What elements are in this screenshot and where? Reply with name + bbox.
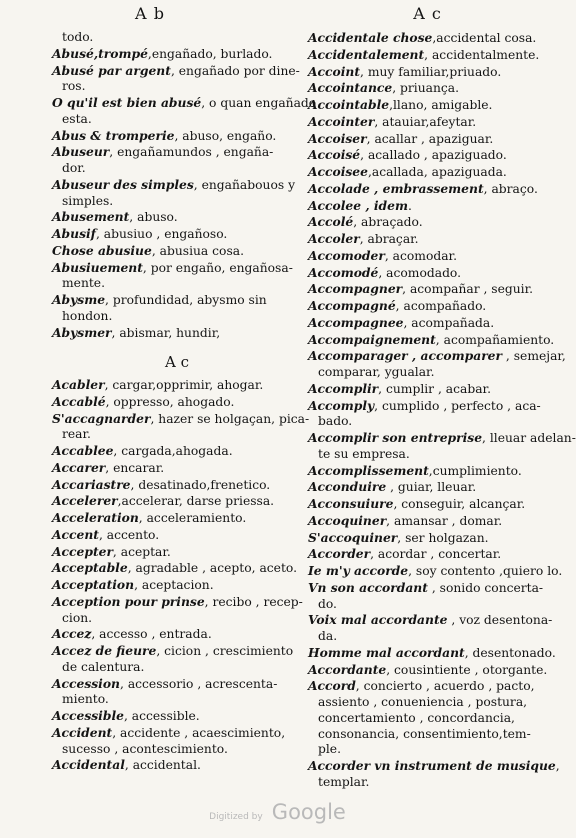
entry-headword: Accident bbox=[52, 724, 113, 740]
entry-headword: Acceleration bbox=[52, 510, 139, 525]
dictionary-entry bbox=[52, 460, 302, 477]
entry-definition: , accidente , acaescimiento, bbox=[112, 725, 286, 740]
entry-headword: Ie m'y accorde bbox=[308, 563, 409, 578]
entry-headword: Accord bbox=[308, 678, 356, 694]
entry-headword: Accointance bbox=[308, 80, 393, 96]
entry-definition: , acompañada. bbox=[403, 315, 495, 330]
entry-definition: de calentura. bbox=[62, 659, 145, 674]
dictionary-entry bbox=[308, 479, 532, 496]
dictionary-entry bbox=[52, 95, 317, 112]
dictionary-entry bbox=[308, 546, 532, 563]
entry-definition: , abraço. bbox=[483, 181, 538, 196]
dictionary-entry bbox=[308, 214, 532, 231]
entry-headword: Accoint bbox=[308, 63, 361, 79]
entry-headword: Accomplir son entreprise bbox=[308, 430, 483, 445]
dictionary-entry bbox=[52, 477, 302, 494]
dictionary-entry bbox=[52, 708, 302, 725]
dictionary-entry bbox=[308, 231, 532, 248]
entry-definition: , accessible. bbox=[123, 709, 200, 723]
entry-definition: mente. bbox=[62, 276, 105, 291]
entry-headword: Accorder vn instrument de musique bbox=[308, 758, 556, 773]
entry-continuation bbox=[52, 692, 302, 708]
entry-definition: , abraçado. bbox=[353, 215, 423, 230]
dictionary-entry bbox=[308, 758, 560, 775]
dictionary-entry bbox=[52, 626, 302, 643]
entry-headword: Homme mal accordant bbox=[308, 644, 465, 660]
entry-definition: , acceleramiento. bbox=[138, 511, 247, 525]
digitization-footer bbox=[0, 800, 555, 824]
entry-headword: Acceptable bbox=[52, 560, 128, 576]
entry-definition: , accessorio , acrescenta- bbox=[120, 676, 278, 691]
entry-continuation bbox=[308, 414, 532, 430]
entry-headword: Accolee , idem bbox=[308, 197, 408, 213]
entry-headword: Abysmer bbox=[52, 324, 112, 340]
entry-definition: ,cumplimiento. bbox=[428, 463, 522, 478]
entry-headword: Accomply bbox=[308, 397, 375, 413]
dictionary-entry bbox=[308, 265, 532, 282]
dictionary-entry bbox=[52, 493, 302, 510]
entry-definition: , abraçar. bbox=[359, 232, 419, 246]
entry-continuation bbox=[52, 194, 302, 210]
entry-definition: , acallado , apaziguado. bbox=[360, 148, 507, 163]
dictionary-entry bbox=[308, 97, 532, 114]
entry-headword: Abusiuement bbox=[52, 259, 143, 275]
entry-definition: , lleuar adelan- bbox=[482, 431, 576, 445]
entry-headword: Vn son accordant bbox=[308, 579, 428, 595]
entry-definition: , acompañamiento. bbox=[435, 332, 555, 347]
entry-definition: ,acallada, apaziguada. bbox=[367, 165, 507, 179]
entry-headword: Accoquiner bbox=[308, 512, 387, 528]
entry-definition: , accidental. bbox=[124, 758, 201, 773]
entry-definition: , acomodar. bbox=[384, 248, 457, 263]
entry-definition: , acomodado. bbox=[378, 265, 462, 280]
entry-definition: ,accidental cosa. bbox=[432, 31, 537, 45]
entry-definition: consonancia, consentimiento,tem- bbox=[318, 726, 531, 741]
google-logo: Google bbox=[271, 800, 346, 824]
section-heading: A c bbox=[164, 353, 189, 372]
entry-continuation bbox=[308, 727, 532, 743]
entry-definition: , ser holgazan. bbox=[397, 530, 489, 545]
entry-headword: Voix mal accordante bbox=[308, 612, 448, 628]
dictionary-entry bbox=[308, 114, 532, 131]
entry-definition: . bbox=[407, 198, 412, 213]
entry-headword: Accidentale chose bbox=[308, 30, 433, 45]
entry-definition: , encarar. bbox=[105, 460, 165, 475]
entry-headword: Accez de fieure bbox=[52, 643, 157, 658]
dictionary-entry bbox=[52, 725, 302, 742]
dictionary-entry bbox=[308, 513, 532, 530]
dictionary-entry bbox=[52, 560, 302, 577]
entry-headword: Abuseur bbox=[52, 144, 110, 160]
entry-definition: , cousintiente , otorgante. bbox=[386, 662, 548, 677]
entry-headword: Accession bbox=[52, 675, 120, 691]
dictionary-entry bbox=[52, 226, 302, 243]
dictionary-entry bbox=[308, 248, 532, 265]
entry-definition: , muy familiar,priuado. bbox=[360, 64, 502, 79]
entry-definition: , cumplir , acabar. bbox=[378, 381, 491, 396]
dictionary-entry bbox=[308, 381, 532, 398]
entry-headword: Abusif bbox=[52, 226, 96, 241]
dictionary-entry bbox=[308, 579, 544, 597]
entry-continuation bbox=[52, 660, 302, 676]
entry-definition: , amansar , domar. bbox=[386, 513, 503, 528]
entry-continuation bbox=[308, 629, 532, 645]
entry-headword: O qu'il est bien abusé bbox=[52, 95, 202, 110]
dictionary-entry bbox=[308, 397, 541, 415]
entry-headword: Accointable bbox=[308, 97, 390, 112]
dictionary-entry bbox=[308, 678, 535, 695]
dictionary-entry bbox=[308, 496, 532, 513]
entry-definition: , desatinado,frenetico. bbox=[130, 477, 271, 492]
entry-headword: Accointer bbox=[308, 113, 375, 129]
entry-definition: hondon. bbox=[62, 308, 113, 323]
entry-definition: , abuso, engaño. bbox=[174, 128, 277, 143]
dictionary-entry bbox=[52, 144, 302, 161]
dictionary-entry bbox=[52, 177, 302, 194]
entry-headword: Abus & tromperie bbox=[52, 127, 175, 143]
dictionary-entry bbox=[308, 30, 537, 47]
dictionary-entry bbox=[308, 131, 532, 148]
entry-headword: Abysme bbox=[52, 292, 106, 307]
entry-continuation bbox=[308, 365, 532, 381]
entry-headword: Accomplir bbox=[308, 380, 379, 396]
entry-definition: ,llano, amigable. bbox=[389, 98, 493, 112]
entry-definition: , engañabouos y bbox=[193, 177, 296, 192]
entry-headword: Accoiser bbox=[308, 130, 367, 146]
entry-headword: Accomparager , accomparer bbox=[308, 348, 502, 364]
entry-continuation bbox=[52, 742, 302, 758]
entry-continuation bbox=[308, 711, 532, 727]
entry-definition: todo. bbox=[62, 30, 94, 44]
dictionary-entry bbox=[52, 243, 302, 260]
entry-definition: , voz desentona- bbox=[447, 613, 553, 628]
entry-definition: , acompañar , seguir. bbox=[402, 282, 534, 297]
entry-headword: Accomplissement bbox=[308, 462, 429, 478]
right-column-header: A c bbox=[413, 4, 442, 23]
entry-definition: rear. bbox=[62, 427, 91, 442]
entry-definition: miento. bbox=[62, 692, 109, 707]
entry-headword: Accablé bbox=[52, 393, 106, 409]
entry-definition: do. bbox=[318, 596, 337, 611]
entry-definition: , abismar, hundir, bbox=[111, 325, 221, 340]
entry-headword: Accez bbox=[52, 626, 92, 642]
dictionary-entry bbox=[52, 577, 302, 594]
entry-headword: Accablee bbox=[52, 443, 114, 458]
dictionary-entry bbox=[52, 394, 302, 411]
entry-continuation bbox=[52, 112, 302, 128]
entry-definition: dor. bbox=[62, 161, 86, 175]
entry-continuation bbox=[52, 30, 302, 46]
entry-headword: Accoler bbox=[308, 231, 360, 246]
entry-definition: , conseguir, alcançar. bbox=[393, 497, 526, 511]
entry-definition: , accesso , entrada. bbox=[91, 627, 212, 642]
entry-definition: , cargar,opprimir, ahogar. bbox=[104, 378, 264, 392]
dictionary-entry bbox=[308, 530, 532, 547]
entry-definition: , desentonado. bbox=[464, 645, 556, 660]
entry-definition: , atauiar,afeytar. bbox=[374, 114, 477, 129]
dictionary-entry bbox=[52, 527, 302, 544]
entry-headword: Chose abusiue bbox=[52, 242, 152, 258]
dictionary-entry bbox=[308, 80, 532, 97]
dictionary-entry bbox=[308, 298, 532, 315]
dictionary-entry bbox=[308, 281, 532, 298]
dictionary-entry bbox=[52, 643, 302, 660]
entry-definition: , soy contento ,quiero lo. bbox=[408, 564, 563, 578]
dictionary-entry bbox=[308, 46, 540, 64]
dictionary-entry bbox=[308, 164, 532, 181]
entry-definition: , concierto , acuerdo , pacto, bbox=[355, 679, 535, 694]
entry-definition: , hazer se holgaçan, pica- bbox=[150, 411, 310, 426]
entry-continuation bbox=[52, 309, 302, 325]
entry-definition: , semejar, bbox=[502, 349, 566, 364]
entry-continuation bbox=[52, 79, 302, 95]
entry-definition: bado. bbox=[318, 414, 353, 429]
left-column bbox=[52, 30, 317, 774]
right-column bbox=[308, 30, 576, 791]
entry-continuation bbox=[308, 695, 532, 711]
entry-headword: Acconduire bbox=[308, 479, 387, 495]
entry-headword: S'accoquiner bbox=[308, 529, 398, 545]
entry-headword: Acconsuiure bbox=[308, 496, 394, 511]
entry-continuation bbox=[52, 161, 302, 177]
dictionary-entry bbox=[52, 63, 302, 80]
dictionary-entry bbox=[308, 147, 532, 164]
entry-continuation bbox=[52, 611, 302, 627]
entry-definition: , accento. bbox=[98, 527, 160, 542]
entry-definition: , recibo , recep- bbox=[204, 594, 303, 609]
entry-headword: Accarer bbox=[52, 459, 106, 475]
dictionary-entry bbox=[308, 315, 532, 332]
entry-definition: , acordar , concertar. bbox=[370, 547, 502, 562]
dictionary-entry bbox=[52, 377, 302, 394]
dictionary-entry bbox=[52, 292, 302, 309]
dictionary-entry bbox=[52, 676, 302, 693]
entry-definition: assiento , conueniencia , postura, bbox=[318, 695, 528, 709]
entry-definition: , cicion , crescimiento bbox=[156, 644, 294, 658]
dictionary-entry bbox=[52, 757, 302, 774]
entry-definition: ,accelerar, darse priessa. bbox=[117, 494, 275, 509]
entry-headword: Accidentalement bbox=[308, 46, 425, 62]
entry-definition: te su empresa. bbox=[318, 446, 410, 461]
dictionary-entry bbox=[52, 128, 302, 145]
entry-headword: Accompagné bbox=[308, 298, 396, 313]
entry-definition: concertamiento , concordancia, bbox=[318, 710, 515, 725]
entry-headword: Accariastre bbox=[52, 476, 131, 492]
entry-headword: Accolé bbox=[308, 214, 354, 230]
entry-definition: simples. bbox=[62, 193, 114, 208]
entry-headword: Abuseur des simples bbox=[52, 176, 194, 192]
entry-headword: S'accagnarder bbox=[52, 410, 151, 426]
dictionary-entry bbox=[52, 594, 302, 611]
entry-definition: , sonido concerta- bbox=[427, 580, 544, 595]
entry-definition: , aceptacion. bbox=[134, 578, 214, 592]
entry-headword: Accessible bbox=[52, 708, 124, 723]
entry-continuation bbox=[308, 447, 532, 463]
dictionary-entry bbox=[52, 260, 302, 277]
entry-headword: Accordante bbox=[308, 661, 387, 677]
dictionary-entry bbox=[308, 644, 556, 662]
entry-definition: , aceptar. bbox=[112, 544, 171, 559]
entry-definition: , cumplido , perfecto , aca- bbox=[374, 398, 541, 413]
dictionary-entry bbox=[52, 510, 302, 527]
entry-definition: , engañamundos , engaña- bbox=[109, 145, 274, 160]
entry-headword: Accoisé bbox=[308, 147, 361, 163]
entry-definition: , priuança. bbox=[392, 81, 460, 96]
entry-headword: Abusé par argent bbox=[52, 62, 171, 78]
entry-headword: Abusé,trompé bbox=[52, 45, 148, 61]
entry-headword: Acceptation bbox=[52, 577, 135, 592]
dictionary-entry bbox=[52, 46, 302, 63]
dictionary-entry bbox=[308, 661, 548, 679]
entry-definition: , profundidad, abysmo sin bbox=[105, 293, 267, 307]
entry-definition: , oppresso, ahogado. bbox=[105, 394, 235, 409]
entry-headword: Accomodé bbox=[308, 264, 379, 280]
dictionary-entry bbox=[308, 612, 553, 629]
entry-headword: Acabler bbox=[52, 377, 105, 392]
entry-headword: Accomoder bbox=[308, 247, 385, 263]
entry-definition: , bbox=[555, 759, 560, 773]
entry-headword: Accompaignement bbox=[308, 331, 436, 347]
dictionary-entry bbox=[52, 209, 302, 226]
dictionary-entry bbox=[308, 348, 566, 365]
entry-headword: Accompagner bbox=[308, 281, 403, 297]
entry-headword: Accolade , embrassement bbox=[308, 180, 484, 196]
entry-continuation bbox=[52, 427, 302, 443]
entry-continuation bbox=[308, 597, 532, 613]
dictionary-entry bbox=[308, 563, 563, 580]
entry-definition: , acallar , apaziguar. bbox=[366, 131, 494, 146]
entry-definition: templar. bbox=[318, 774, 370, 789]
entry-definition: , acompañado. bbox=[395, 299, 487, 313]
entry-definition: , engañado por dine- bbox=[170, 63, 300, 78]
dictionary-entry bbox=[308, 430, 576, 447]
entry-headword: Accorder bbox=[308, 546, 371, 562]
entry-definition: , guiar, lleuar. bbox=[386, 480, 477, 495]
entry-definition: , agradable , acepto, aceto. bbox=[127, 561, 297, 576]
dictionary-entry bbox=[308, 463, 532, 480]
entry-headword: Abusement bbox=[52, 209, 130, 225]
entry-headword: Accepter bbox=[52, 543, 113, 559]
entry-definition: , abusiuo , engañoso. bbox=[95, 227, 228, 241]
digitized-by-label: Digitized by bbox=[209, 812, 263, 822]
entry-continuation bbox=[308, 742, 532, 758]
dictionary-entry bbox=[52, 325, 302, 342]
entry-headword: Accompagnee bbox=[308, 314, 404, 330]
entry-definition: ple. bbox=[318, 742, 341, 757]
dictionary-entry bbox=[308, 180, 538, 198]
entry-definition: sucesso , acontescimiento. bbox=[62, 741, 228, 756]
entry-headword: Accidental bbox=[52, 757, 125, 773]
entry-definition: esta. bbox=[62, 111, 92, 126]
entry-definition: , abuso. bbox=[129, 210, 178, 225]
dictionary-entry bbox=[52, 410, 310, 428]
dictionary-entry bbox=[52, 443, 302, 460]
entry-definition: , abusiua cosa. bbox=[151, 243, 245, 258]
entry-continuation bbox=[308, 775, 532, 791]
dictionary-entry bbox=[52, 544, 302, 561]
dictionary-entry bbox=[308, 64, 532, 81]
entry-headword: Accoisee bbox=[308, 164, 368, 179]
entry-definition: , accidentalmente. bbox=[424, 47, 540, 62]
entry-headword: Accelerer bbox=[52, 493, 118, 509]
entry-definition: cion. bbox=[62, 610, 93, 625]
entry-continuation bbox=[52, 276, 302, 292]
entry-headword: Acception pour prinse bbox=[52, 593, 205, 609]
entry-definition: , por engaño, engañosa- bbox=[142, 260, 293, 275]
dictionary-entry bbox=[308, 331, 555, 349]
entry-definition: ,engañado, burlado. bbox=[147, 46, 273, 61]
entry-definition: , cargada,ahogada. bbox=[113, 444, 233, 458]
entry-definition: ros. bbox=[62, 79, 86, 94]
entry-definition: da. bbox=[318, 629, 338, 643]
left-column-header: A b bbox=[135, 4, 165, 23]
entry-headword: Accent bbox=[52, 526, 99, 542]
entry-definition: , o quan engañado bbox=[201, 96, 317, 110]
dictionary-entry bbox=[308, 198, 532, 215]
entry-definition: comparar, ygualar. bbox=[318, 365, 435, 379]
